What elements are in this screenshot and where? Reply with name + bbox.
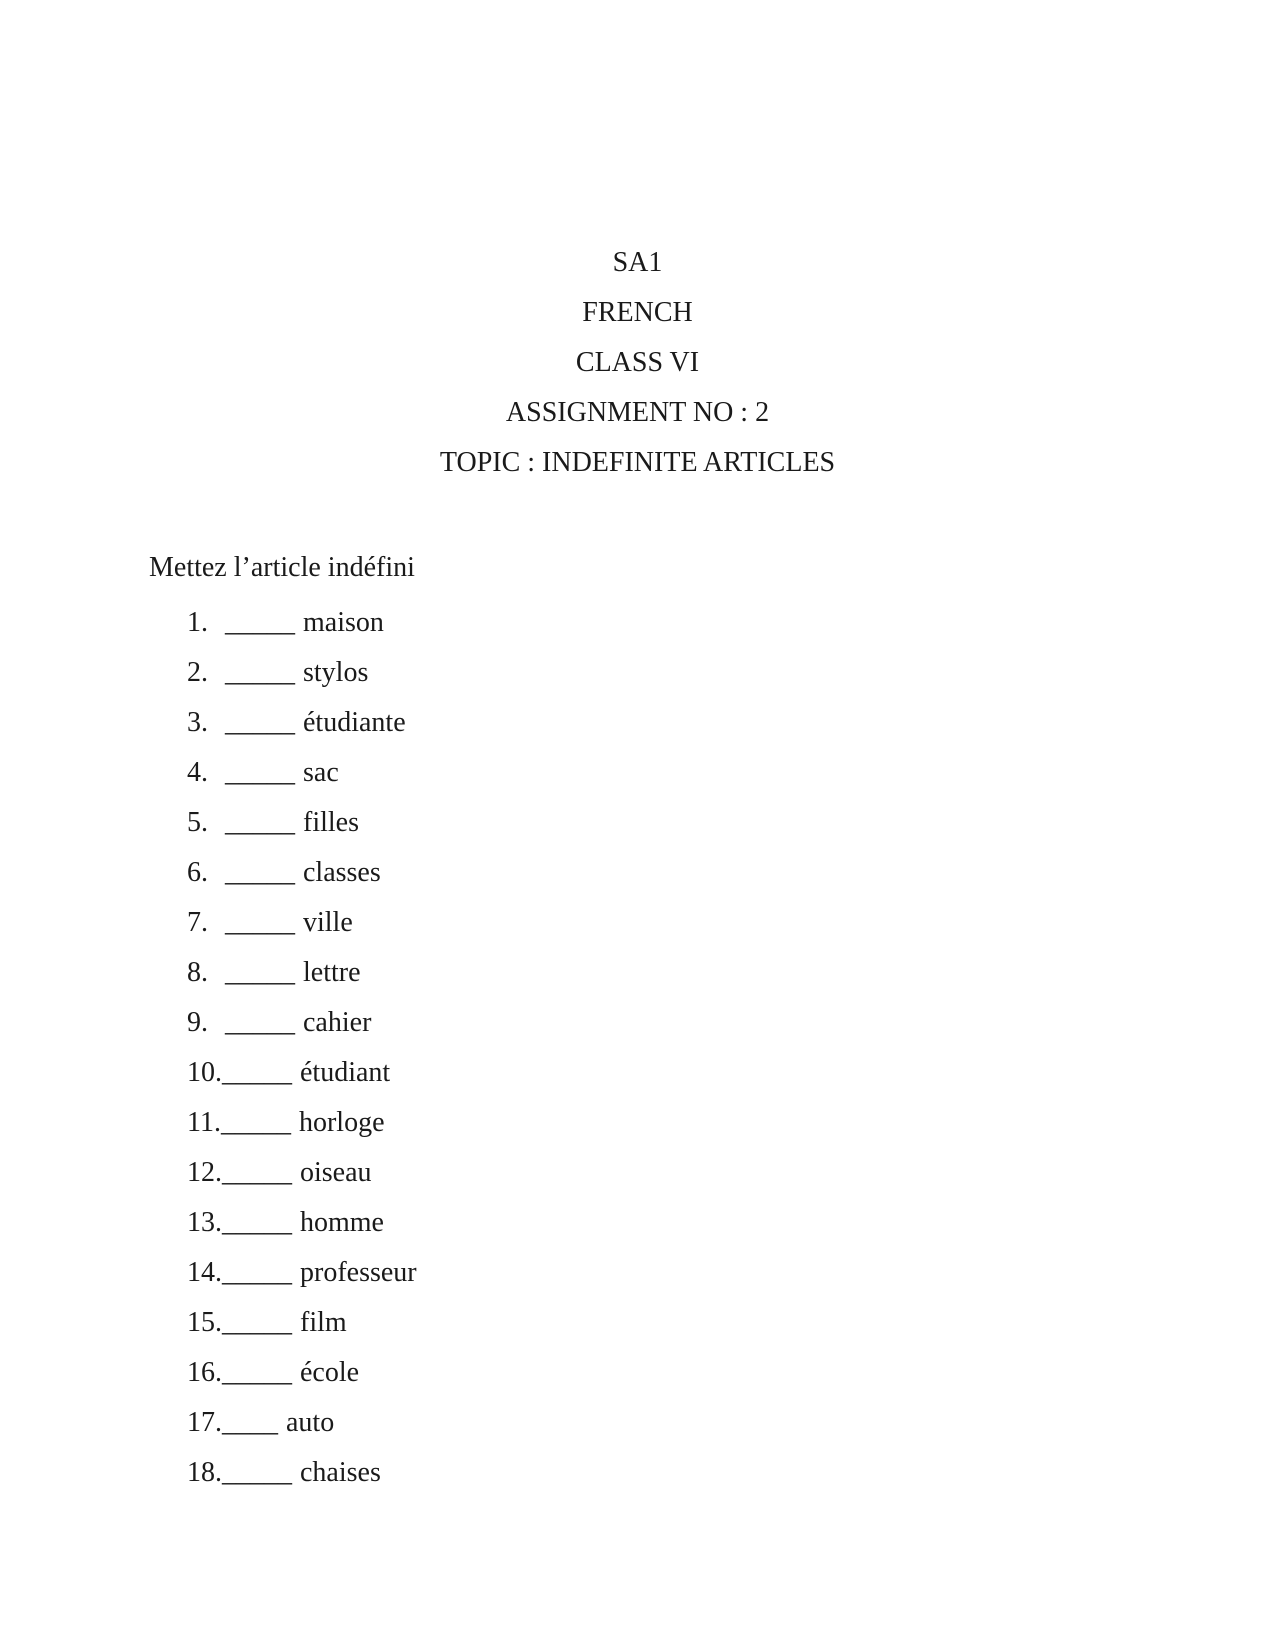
item-word: stylos (303, 657, 369, 688)
answer-blank: _____ (225, 757, 295, 788)
list-item (187, 598, 417, 648)
answer-blank: _____ (225, 957, 295, 988)
answer-blank: _____ (225, 657, 295, 688)
answer-blank: _____ (220, 1107, 291, 1138)
item-number: 11. (187, 1107, 221, 1138)
item-word: classes (303, 857, 381, 888)
item-number: 13. (187, 1207, 222, 1238)
item-word: professeur (300, 1257, 417, 1288)
list-item (187, 1048, 417, 1098)
answer-blank: _____ (222, 1357, 292, 1388)
item-number: 18. (187, 1457, 222, 1488)
list-item (187, 748, 417, 798)
list-item (187, 648, 417, 698)
exercise-list (187, 598, 417, 1498)
list-item (187, 848, 417, 898)
answer-blank: _____ (222, 1207, 292, 1238)
item-number: 16. (187, 1357, 222, 1388)
item-word: cahier (303, 1007, 372, 1038)
answer-blank: ____ (222, 1407, 278, 1438)
item-number: 12. (187, 1157, 222, 1188)
answer-blank: _____ (222, 1307, 292, 1338)
item-number: 1. (187, 607, 208, 638)
answer-blank: _____ (225, 807, 295, 838)
subject-label: FRENCH (582, 297, 693, 328)
item-word: filles (303, 807, 359, 838)
answer-blank: _____ (222, 1057, 292, 1088)
item-word: sac (303, 757, 339, 788)
item-word: oiseau (300, 1157, 372, 1188)
answer-blank: _____ (222, 1257, 292, 1288)
list-item (187, 998, 417, 1048)
topic-label: TOPIC : INDEFINITE ARTICLES (439, 447, 836, 478)
item-number: 2. (187, 657, 208, 688)
item-number: 3. (187, 707, 208, 738)
item-word: étudiante (303, 707, 406, 738)
answer-blank: _____ (225, 1007, 295, 1038)
list-item (187, 1398, 417, 1448)
list-item (187, 1148, 417, 1198)
item-word: chaises (300, 1457, 381, 1488)
item-number: 15. (187, 1307, 222, 1338)
class-label: CLASS VI (575, 347, 700, 378)
item-word: horloge (298, 1107, 385, 1138)
list-item (187, 1248, 417, 1298)
item-number: 4. (187, 757, 208, 788)
exam-label: SA1 (612, 247, 663, 278)
instruction-text: Mettez l’article indéfini (149, 552, 415, 583)
answer-blank: _____ (225, 707, 295, 738)
item-number: 7. (187, 907, 208, 938)
item-word: ville (303, 907, 353, 938)
item-number: 9. (187, 1007, 208, 1038)
answer-blank: _____ (225, 907, 295, 938)
item-word: homme (300, 1207, 384, 1238)
item-word: école (300, 1357, 360, 1388)
item-number: 17. (187, 1407, 222, 1438)
answer-blank: _____ (222, 1457, 292, 1488)
list-item (187, 1348, 417, 1398)
assignment-label: ASSIGNMENT NO : 2 (505, 397, 770, 428)
list-item (187, 798, 417, 848)
item-word: auto (286, 1407, 335, 1438)
item-number: 14. (187, 1257, 222, 1288)
list-item (187, 1198, 417, 1248)
answer-blank: _____ (225, 607, 295, 638)
list-item (187, 698, 417, 748)
document-header (0, 238, 1275, 488)
item-number: 6. (187, 857, 208, 888)
list-item (187, 1448, 417, 1498)
item-word: lettre (303, 957, 361, 988)
item-word: maison (303, 607, 384, 638)
item-word: étudiant (300, 1057, 391, 1088)
list-item (187, 1098, 417, 1148)
answer-blank: _____ (225, 857, 295, 888)
item-number: 8. (187, 957, 208, 988)
list-item (187, 898, 417, 948)
answer-blank: _____ (222, 1157, 292, 1188)
item-word: film (300, 1307, 347, 1338)
list-item (187, 948, 417, 998)
item-number: 5. (187, 807, 208, 838)
list-item (187, 1298, 417, 1348)
item-number: 10. (187, 1057, 222, 1088)
